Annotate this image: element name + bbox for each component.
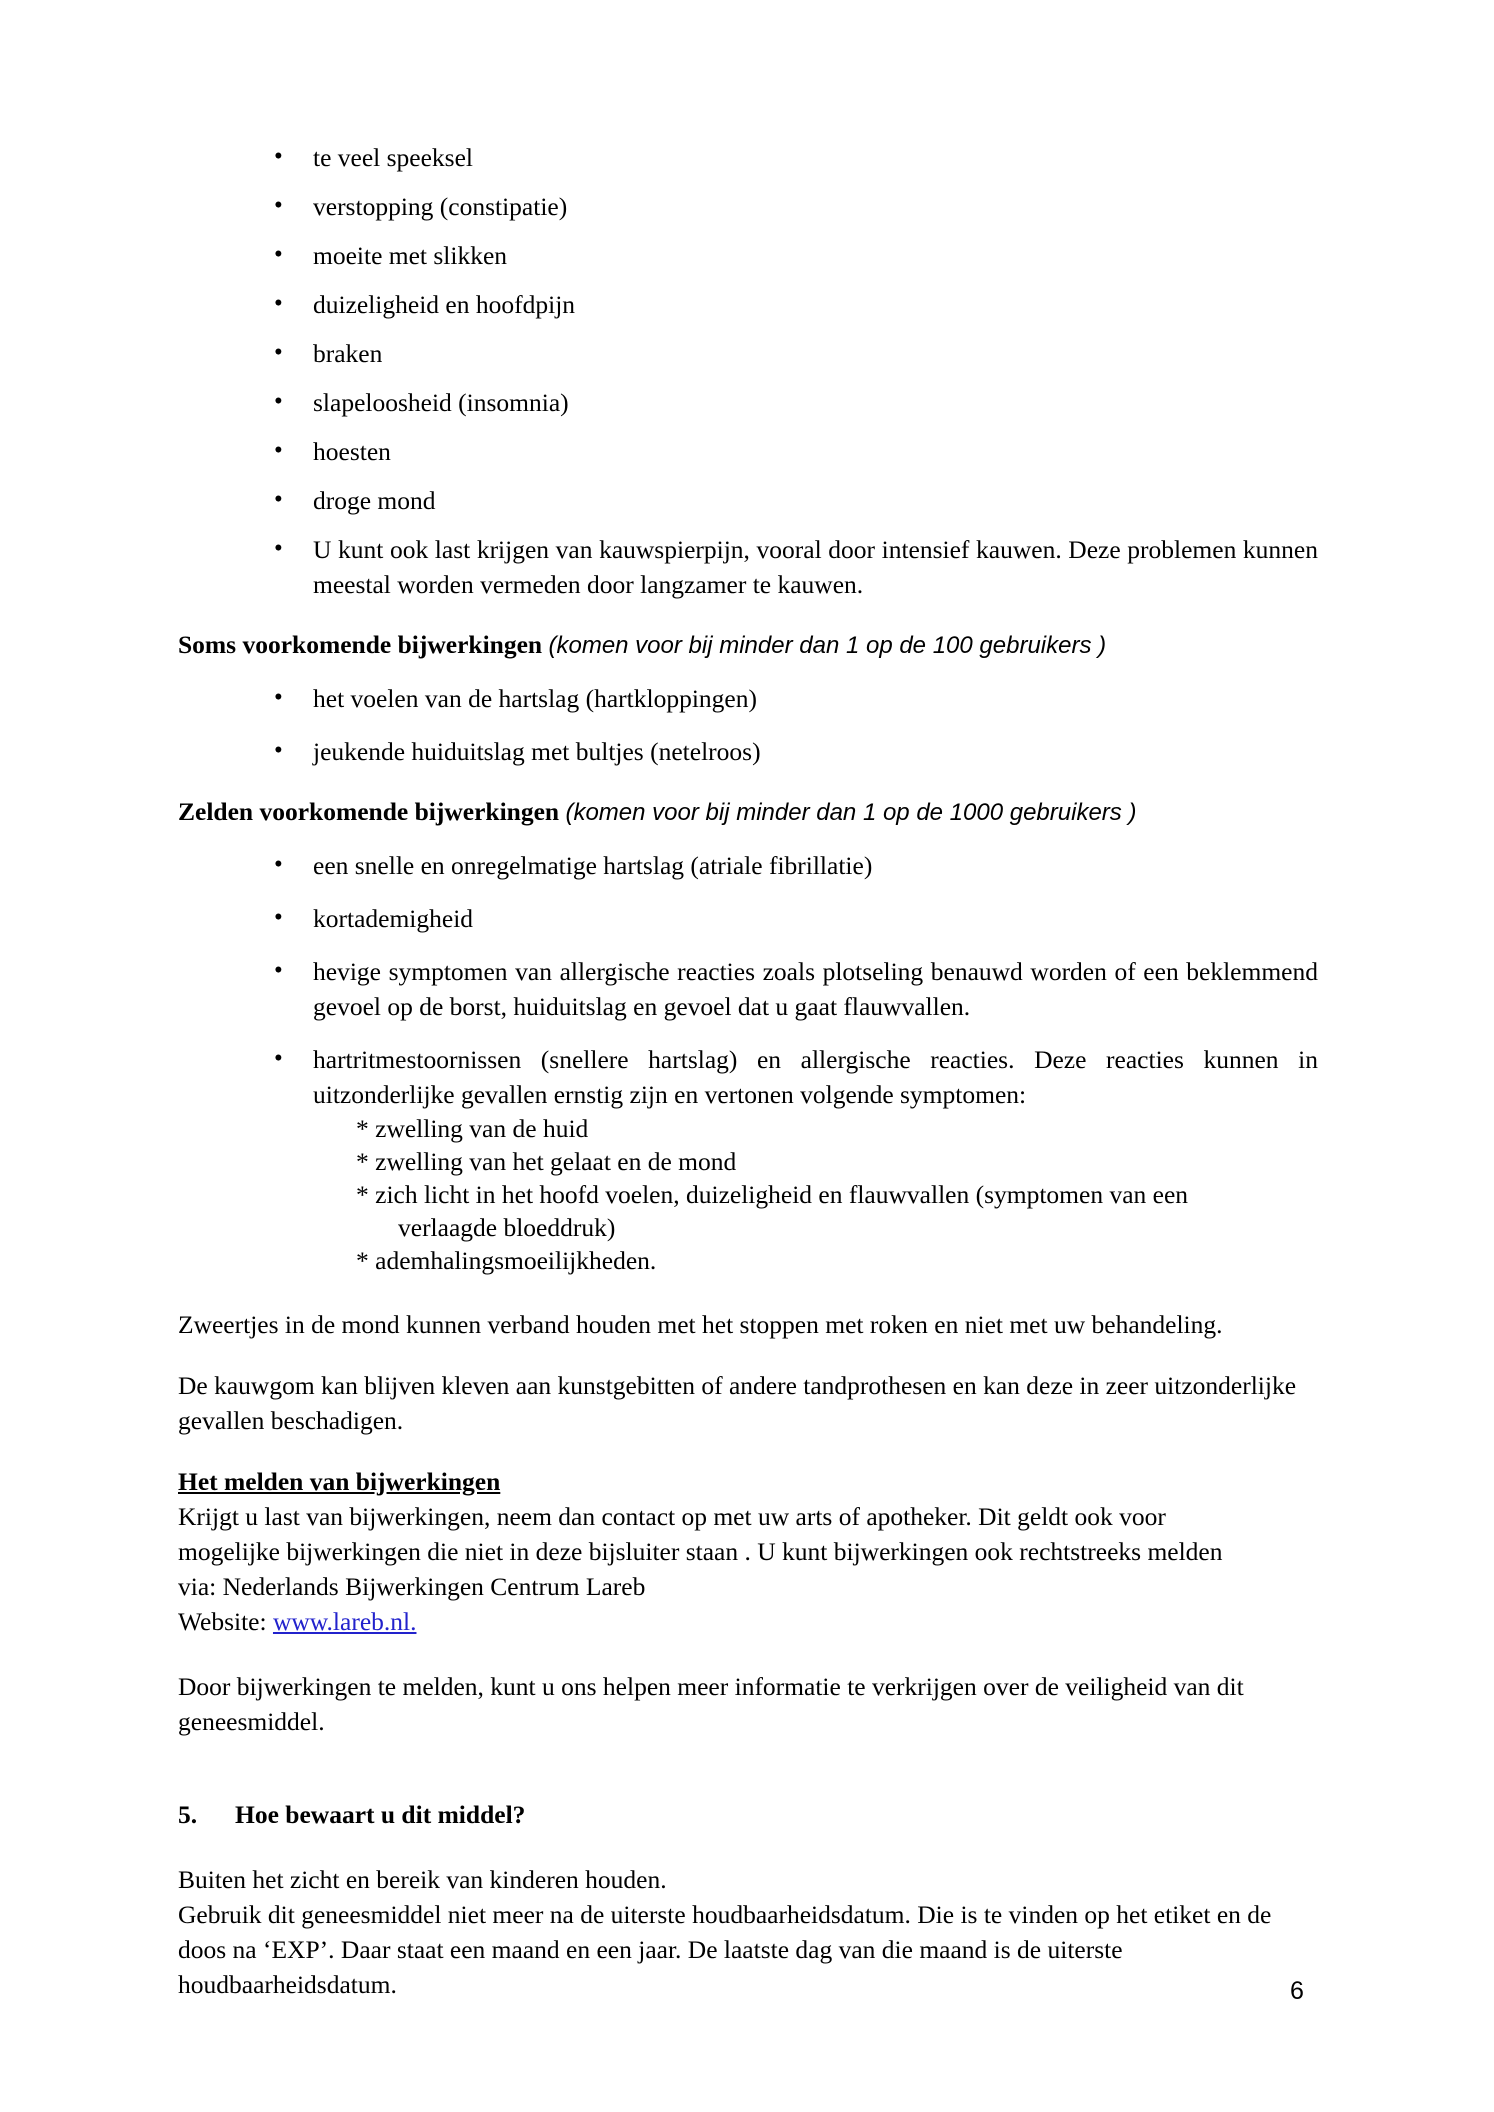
sub-list-item-text: * ademhalingsmoeilijkheden.: [356, 1246, 657, 1275]
sub-list-item: [356, 1112, 1318, 1145]
list-item: • moeite met slikken: [178, 238, 1320, 273]
lareb-website-link[interactable]: www.lareb.nl.: [272, 1607, 417, 1636]
list-item-text: hartritmestoornissen (snellere hartslag) en allergische reacties. Deze reacties kunnen in uitzonderlijke gevallen ernstig zijn en vertonen volgende symptomen:: [313, 1045, 1318, 1109]
storage-line-1: Buiten het zicht en bereik van kinderen houden.: [178, 1865, 667, 1894]
reporting-line-3: via: Nederlands Bijwerkingen Centrum Lareb: [178, 1572, 646, 1601]
section-title: Hoe bewaart u dit middel?: [235, 1800, 526, 1829]
sometimes-heading-italic: (komen voor bij minder dan 1 op de 100 gebruikers ): [548, 632, 1107, 659]
list-item: • verstopping (constipatie): [178, 189, 1320, 224]
sometimes-heading-bold: Soms voorkomende bijwerkingen: [178, 630, 543, 659]
list-item: • jeukende huiduitslag met bultjes (netelroos): [178, 734, 1320, 769]
list-item: • het voelen van de hartslag (hartkloppingen): [178, 681, 1320, 716]
reporting-closing-paragraph: Door bijwerkingen te melden, kunt u ons helpen meer informatie te verkrijgen over de veiligheid van dit geneesmiddel.: [178, 1672, 1244, 1736]
list-item: [178, 1042, 1320, 1277]
list-item: • U kunt ook last krijgen van kauwspierpijn, vooral door intensief kauwen. Deze problemen kunnen meestal worden vermeden door langzamer te kauwen.: [178, 532, 1320, 602]
mouth-ulcers-note: Zweertjes in de mond kunnen verband houden met het stoppen met roken en niet met uw behandeling.: [178, 1310, 1223, 1339]
storage-section-heading: [178, 1797, 1320, 1832]
rare-heading-bold: Zelden voorkomende bijwerkingen: [178, 797, 560, 826]
rare-heading-italic: (komen voor bij minder dan 1 op de 1000 gebruikers ): [565, 799, 1137, 826]
sub-list-item: [356, 1145, 1318, 1178]
list-item: • duizeligheid en hoofdpijn: [178, 287, 1320, 322]
list-item: • slapeloosheid (insomnia): [178, 385, 1320, 420]
symptom-sub-list: [313, 1112, 1318, 1277]
sometimes-section-heading: [178, 628, 1320, 663]
rare-section-heading: [178, 795, 1320, 830]
reporting-heading: Het melden van bijwerkingen: [178, 1467, 501, 1496]
sometimes-side-effects-list: [178, 681, 1320, 769]
storage-line-2: Gebruik dit geneesmiddel niet meer na de uiterste houdbaarheidsdatum. Die is te vinden op het etiket en de doos na ‘EXP’. Daar staat een maand en een jaar. De laatste dag van die maand is de uiterste houdbaarheidsdatum.: [178, 1900, 1272, 1999]
list-item: • een snelle en onregelmatige hartslag (atriale fibrillatie): [178, 848, 1320, 883]
sub-list-item: [356, 1178, 1318, 1244]
storage-instructions: [178, 1862, 1320, 2002]
sub-list-item-text: * zwelling van de huid: [356, 1114, 589, 1143]
rare-side-effects-list: [178, 848, 1320, 1277]
reporting-line-1: Krijgt u last van bijwerkingen, neem dan contact op met uw arts of apotheker. Dit geldt ook voor: [178, 1502, 1166, 1531]
sub-list-item-continuation: verlaagde bloeddruk): [398, 1213, 616, 1242]
sub-list-item: [356, 1244, 1318, 1277]
sub-list-item-text: * zwelling van het gelaat en de mond: [356, 1147, 737, 1176]
chewing-gum-note: De kauwgom kan blijven kleven aan kunstgebitten of andere tandprothesen en kan deze in zeer uitzonderlijke gevallen beschadigen.: [178, 1371, 1297, 1435]
reporting-section: [178, 1464, 1320, 1639]
common-side-effects-list: [178, 140, 1320, 602]
website-label: Website:: [178, 1607, 273, 1636]
list-item: • hoesten: [178, 434, 1320, 469]
list-item: • kortademigheid: [178, 901, 1320, 936]
reporting-line-2: mogelijke bijwerkingen die niet in deze bijsluiter staan . U kunt bijwerkingen ook rechtstreeks melden: [178, 1537, 1223, 1566]
list-item: • hevige symptomen van allergische reacties zoals plotseling benauwd worden of een beklemmend gevoel op de borst, huiduitslag en gevoel dat u gaat flauwvallen.: [178, 954, 1320, 1024]
section-number: 5.: [178, 1800, 198, 1829]
list-item: • braken: [178, 336, 1320, 371]
page-number: 6: [1290, 1977, 1304, 2005]
list-item: • te veel speeksel: [178, 140, 1320, 175]
page-content: [178, 140, 1320, 2002]
list-item: • droge mond: [178, 483, 1320, 518]
sub-list-item-text: * zich licht in het hoofd voelen, duizeligheid en flauwvallen (symptomen van een: [356, 1180, 1189, 1209]
